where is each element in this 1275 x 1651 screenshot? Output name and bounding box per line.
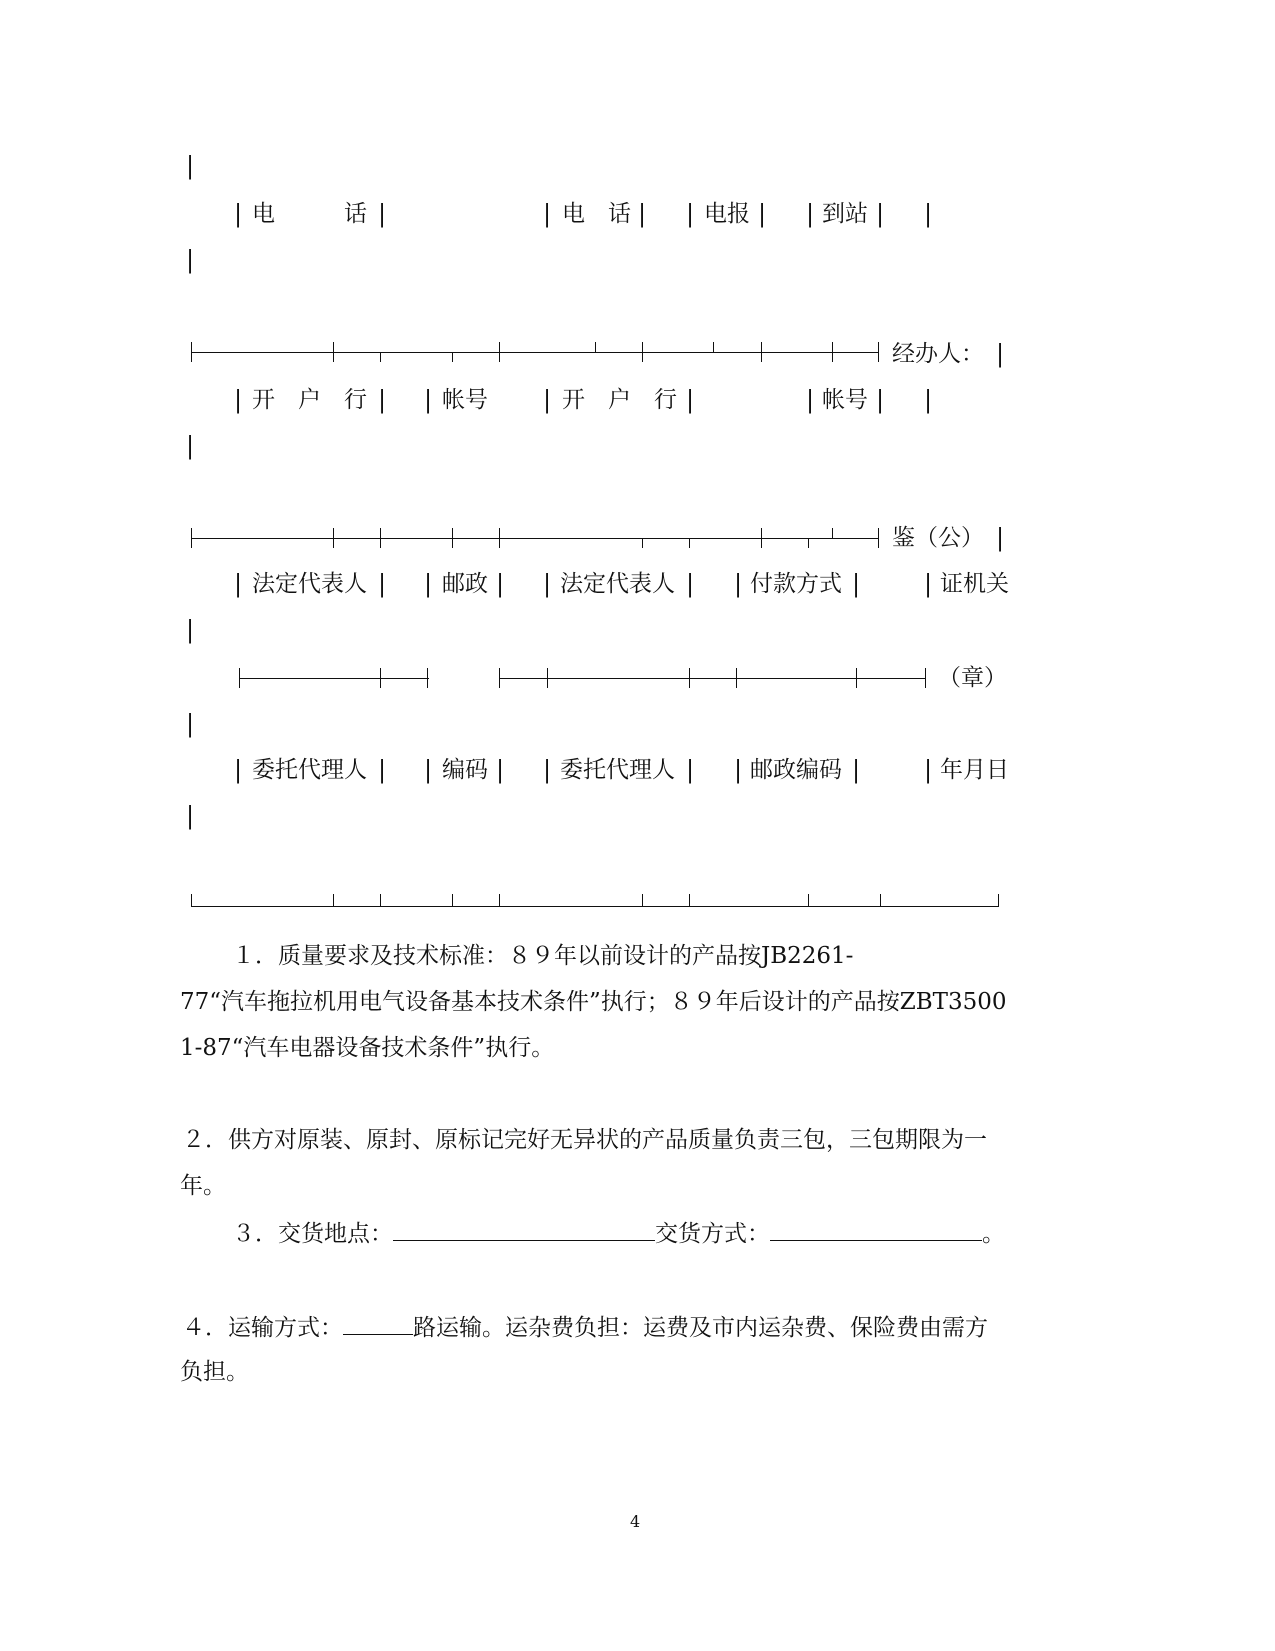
table-rule-tick (642, 894, 643, 906)
clause-3 (232, 1218, 1005, 1248)
table-rule-tick (452, 894, 453, 906)
table-rule-tick (499, 342, 500, 362)
table-border: | (186, 710, 195, 738)
table-border: | (496, 570, 505, 598)
clause-3-end: 。 (982, 1221, 1005, 1247)
delivery-place-label: ３．交货地点： (232, 1221, 393, 1247)
seal-label: （章） (938, 665, 1007, 691)
table-rule-tick (642, 538, 643, 548)
cell-label: 委托代理人 (252, 757, 367, 783)
table-border: | (543, 756, 552, 784)
cell-label: 电 话 (562, 201, 631, 227)
cell-label: 法定代表人 (252, 571, 367, 597)
clause-2-line-1: ２．供方对原装、原封、原标记完好无异状的产品质量负责三包，三包期限为一 (182, 1127, 987, 1153)
table-rule-tick (452, 352, 453, 362)
table-border: | (543, 200, 552, 228)
table-rule-tick (547, 668, 548, 688)
table-rule-tick (878, 342, 879, 362)
table-border: | (996, 524, 1005, 552)
table-border: | (924, 756, 933, 784)
table-border: | (638, 200, 647, 228)
table-border: | (876, 200, 885, 228)
table-rule-tick (761, 342, 762, 362)
table-rule-tick (191, 528, 192, 548)
clause-1-line-1: １．质量要求及技术标准：８９年以前设计的产品按JB2261- (232, 943, 854, 969)
cell-label: 法定代表人 (560, 571, 675, 597)
table-border: | (924, 200, 933, 228)
table-rule-tick (239, 668, 240, 688)
table-rule-tick (595, 342, 596, 352)
table-rule-tick (856, 668, 857, 688)
table-rule-tick (736, 668, 737, 688)
table-bottom-rule (191, 906, 999, 907)
table-rule-tick (380, 668, 381, 688)
cell-label: 编码 (442, 757, 488, 783)
table-border: | (378, 200, 387, 228)
cell-label: 邮政 (442, 571, 488, 597)
table-rule-tick (191, 894, 192, 906)
table-rule-tick (380, 894, 381, 906)
table-border: | (186, 246, 195, 274)
table-rule-tick (808, 538, 809, 548)
table-border: | (686, 570, 695, 598)
cell-label: 开 户 行 (562, 387, 677, 413)
table-border: | (424, 386, 433, 414)
delivery-method-label: 交货方式： (655, 1221, 770, 1247)
clause-4-line-2: 负担。 (180, 1359, 249, 1385)
table-rule-tick (191, 342, 192, 362)
table-border: | (186, 432, 195, 460)
table-rule-tick (499, 528, 500, 548)
clause-1-line-2: 77“汽车拖拉机用电气设备基本技术条件”执行；８９年后设计的产品按ZBT3500 (180, 989, 1007, 1015)
transport-cost-text: 路运输。运杂费负担：运费及市内运杂费、保险费由需方 (413, 1315, 988, 1341)
table-border: | (424, 570, 433, 598)
table-border: | (852, 756, 861, 784)
date-label: 年月日 (940, 757, 1009, 783)
table-border: | (924, 570, 933, 598)
table-rule-tick (998, 894, 999, 906)
cell-label: 委托代理人 (560, 757, 675, 783)
table-rule-tick (832, 528, 833, 538)
transport-mode-label: ４．运输方式： (182, 1315, 343, 1341)
cell-label: 帐号 (442, 387, 488, 413)
cell-label: 电报 (704, 201, 750, 227)
table-rule-tick (878, 528, 879, 548)
table-rule (191, 352, 879, 353)
table-rule-tick (499, 894, 500, 906)
table-rule-tick (808, 894, 809, 906)
table-rule (191, 538, 879, 539)
table-border: | (543, 570, 552, 598)
table-border: | (378, 386, 387, 414)
table-rule-tick (761, 528, 762, 548)
table-rule-tick (427, 668, 428, 688)
table-border: | (424, 756, 433, 784)
table-rule-tick (713, 342, 714, 352)
table-border: | (686, 200, 695, 228)
cell-label: 开 户 行 (252, 387, 367, 413)
table-border: | (234, 386, 243, 414)
table-rule-tick (925, 668, 926, 688)
table-rule-tick (689, 668, 690, 688)
cell-label: 付款方式 (750, 571, 842, 597)
transport-mode-blank[interactable] (343, 1312, 413, 1335)
table-border: | (378, 570, 387, 598)
clause-4-line-1 (182, 1312, 988, 1342)
table-border: | (686, 386, 695, 414)
table-border: | (852, 570, 861, 598)
table-border: | (496, 756, 505, 784)
table-rule-tick (689, 894, 690, 906)
table-border: | (686, 756, 695, 784)
table-rule-tick (642, 342, 643, 362)
table-rule-tick (880, 894, 881, 906)
table-rule-tick (333, 894, 334, 906)
table-border: | (806, 386, 815, 414)
table-rule-tick (380, 352, 381, 362)
table-rule-tick (380, 528, 381, 548)
table-rule-tick (333, 342, 334, 362)
authority-label: 鉴（公） (892, 525, 984, 551)
table-rule-tick (499, 668, 500, 688)
table-border: | (734, 570, 743, 598)
table-rule (239, 678, 429, 679)
cell-label: 邮政编码 (750, 757, 842, 783)
table-border: | (234, 756, 243, 784)
table-border: | (806, 200, 815, 228)
cell-label: 电 话 (252, 201, 367, 227)
table-rule-tick (452, 528, 453, 548)
clause-2-line-2: 年。 (180, 1173, 226, 1199)
table-border: | (996, 340, 1005, 368)
table-border: | (186, 802, 195, 830)
table-rule-tick (333, 528, 334, 548)
table-rule (499, 678, 926, 679)
delivery-method-blank[interactable] (770, 1218, 982, 1241)
table-border: | (186, 152, 195, 180)
table-border: | (543, 386, 552, 414)
page-number: 4 (630, 1512, 641, 1531)
delivery-place-blank[interactable] (393, 1218, 655, 1241)
table-border: | (378, 756, 387, 784)
handler-label: 经办人： (892, 341, 984, 367)
authority-label: 证机关 (940, 571, 1009, 597)
table-rule-tick (689, 538, 690, 548)
cell-label: 帐号 (822, 387, 868, 413)
table-border: | (234, 570, 243, 598)
clause-1-line-3: 1-87“汽车电器设备技术条件”执行。 (180, 1035, 555, 1061)
table-border: | (924, 386, 933, 414)
table-border: | (234, 200, 243, 228)
cell-label: 到站 (822, 201, 868, 227)
table-border: | (186, 616, 195, 644)
table-rule-tick (832, 342, 833, 362)
table-border: | (876, 386, 885, 414)
table-border: | (758, 200, 767, 228)
table-border: | (734, 756, 743, 784)
